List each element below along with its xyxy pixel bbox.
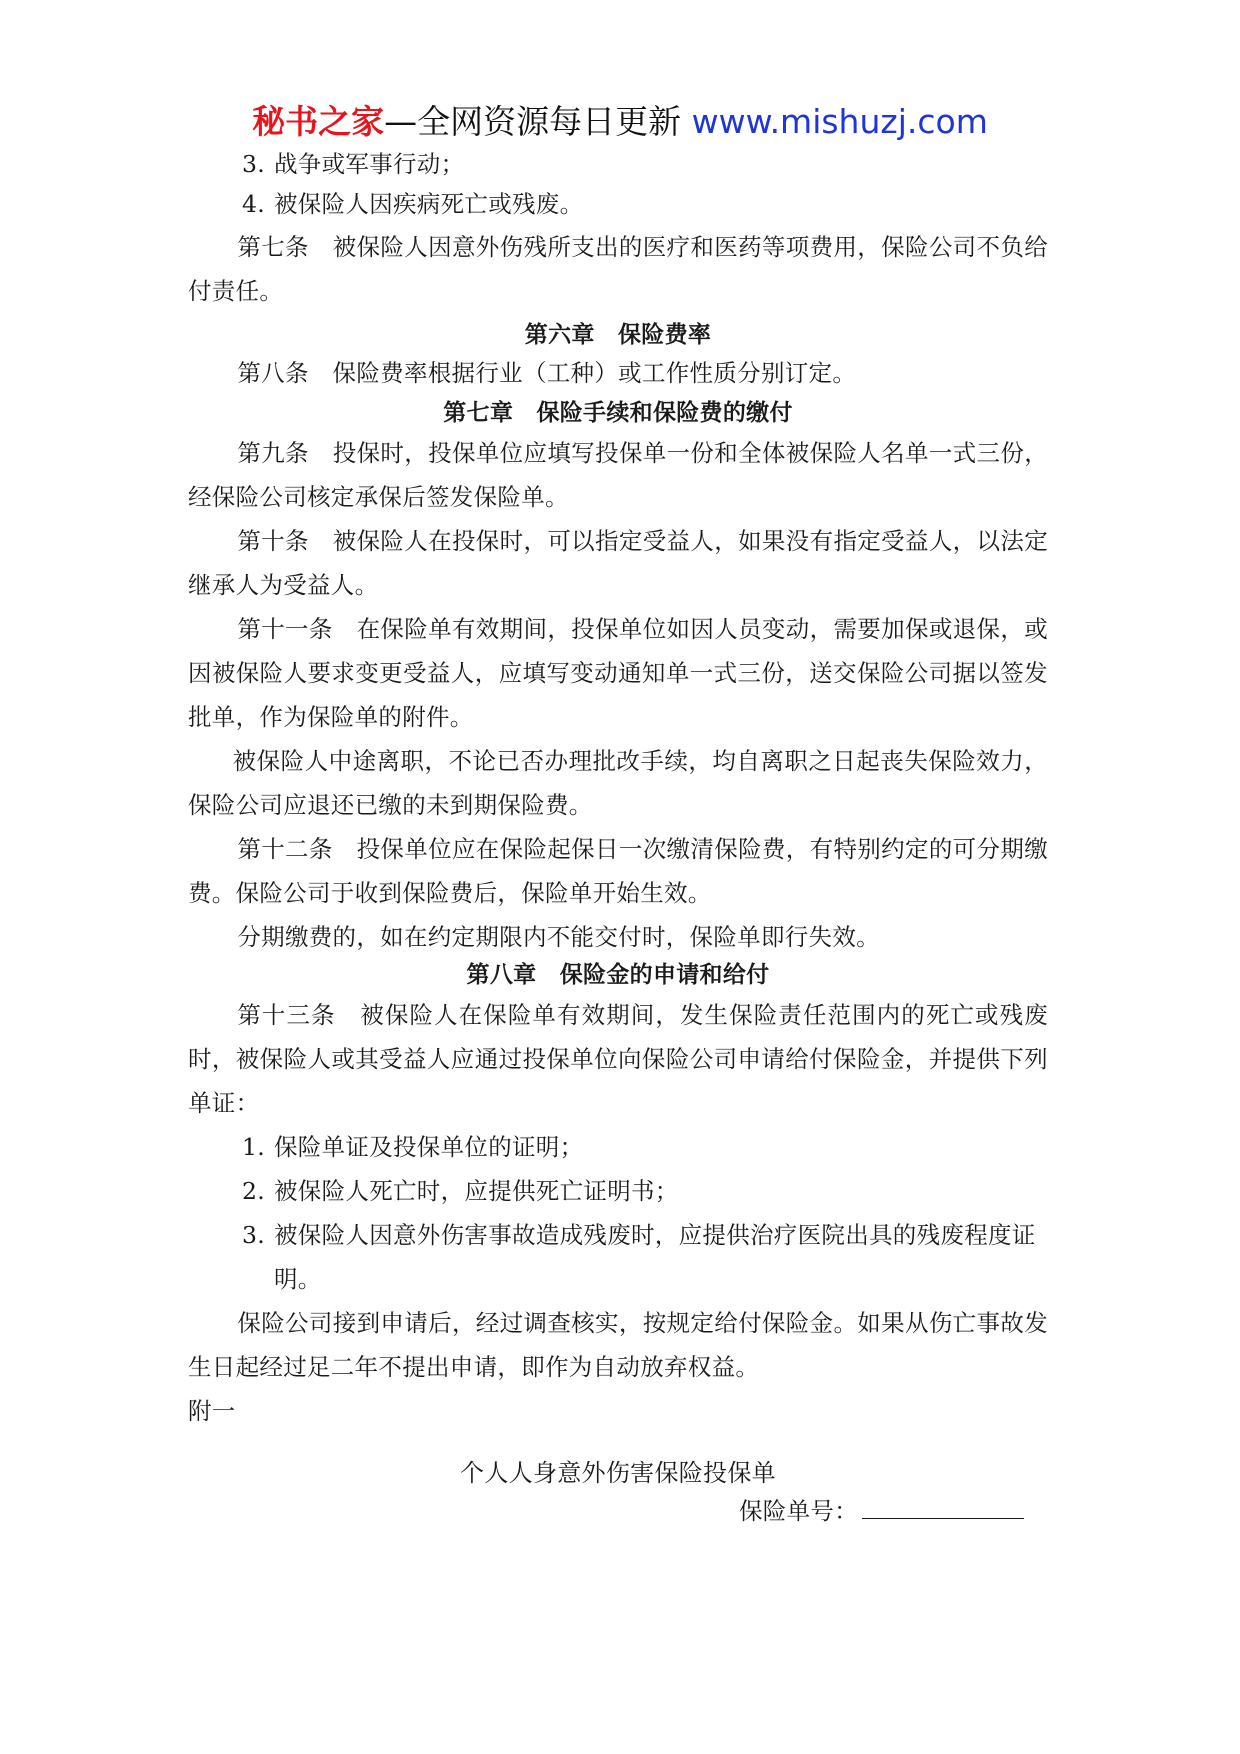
article-11-paragraph-2: 被保险人中途离职，不论已否办理批改手续，均自离职之日起丧失保险效力，保险公司应退还已缴的未到期保险费。 — [188, 747, 1048, 819]
list-number: 4. — [242, 190, 266, 218]
article-11: 第十一条 在保险单有效期间，投保单位如因人员变动，需要加保或退保，或因被保险人要求变更受益人，应填写变动通知单一式三份，送交保险公司据以签发批单，作为保险单的附件。 — [188, 615, 1048, 731]
policy-number-field[interactable] — [862, 1496, 1024, 1519]
list-text: 战争或军事行动； — [274, 150, 465, 178]
appendix-label: 附一 — [188, 1397, 236, 1425]
form-title: 个人人身意外伤害保险投保单 — [460, 1459, 776, 1487]
list-text: 被保险人死亡时，应提供死亡证明书； — [274, 1177, 679, 1205]
list-number: 3. — [242, 150, 266, 178]
list-item — [188, 1169, 1048, 1213]
article-7: 第七条 被保险人因意外伤残所支出的医疗和医药等项费用，保险公司不负给付责任。 — [188, 233, 1048, 305]
chapter-6-heading: 第六章 保险费率 — [524, 322, 712, 348]
article-9: 第九条 投保时，投保单位应填写投保单一份和全体被保险人名单一式三份，经保险公司核定承保后签发保险单。 — [188, 439, 1048, 511]
list-text: 保险单证及投保单位的证明； — [274, 1133, 584, 1161]
brand-name: 秘书之家 — [252, 102, 385, 141]
list-item — [188, 1125, 1048, 1169]
article-10: 第十条 被保险人在投保时，可以指定受益人，如果没有指定受益人，以法定继承人为受益人。 — [188, 527, 1048, 599]
header-tagline: —全网资源每日更新 — [384, 102, 692, 141]
closing-paragraph: 保险公司接到申请后，经过调查核实，按规定给付保险金。如果从伤亡事故发生日起经过足二年不提出申请，即作为自动放弃权益。 — [188, 1309, 1048, 1381]
chapter-7-heading: 第七章 保险手续和保险费的缴付 — [443, 400, 793, 426]
list-text: 被保险人因意外伤害事故造成残废时，应提供治疗医院出具的残废程度证明。 — [274, 1221, 1036, 1293]
article-13: 第十三条 被保险人在保险单有效期间，发生保险责任范围内的死亡或残废时，被保险人或其受益人应通过投保单位向保险公司申请给付保险金，并提供下列单证： — [188, 1001, 1048, 1117]
list-number: 3. — [242, 1221, 266, 1249]
article-12: 第十二条 投保单位应在保险起保日一次缴清保险费，有特别约定的可分期缴费。保险公司于收到保险费后，保险单开始生效。 — [188, 835, 1048, 907]
list-item — [188, 142, 1048, 186]
article-8: 第八条 保险费率根据行业（工种）或工作性质分别订定。 — [237, 359, 857, 387]
policy-number-row — [188, 1493, 1048, 1529]
list-number: 1. — [242, 1133, 266, 1161]
list-text: 被保险人因疾病死亡或残废。 — [274, 190, 584, 218]
article-12-paragraph-2: 分期缴费的，如在约定期限内不能交付时，保险单即行失效。 — [237, 923, 880, 951]
document-body — [188, 146, 1048, 1529]
list-item — [188, 182, 1048, 226]
site-header — [0, 96, 1240, 148]
list-item — [188, 1213, 1048, 1301]
chapter-8-heading: 第八章 保险金的申请和给付 — [466, 962, 770, 988]
site-url-link[interactable]: www.mishuzj.com — [691, 102, 988, 141]
policy-number-label: 保险单号： — [739, 1497, 858, 1525]
list-number: 2. — [242, 1177, 266, 1205]
